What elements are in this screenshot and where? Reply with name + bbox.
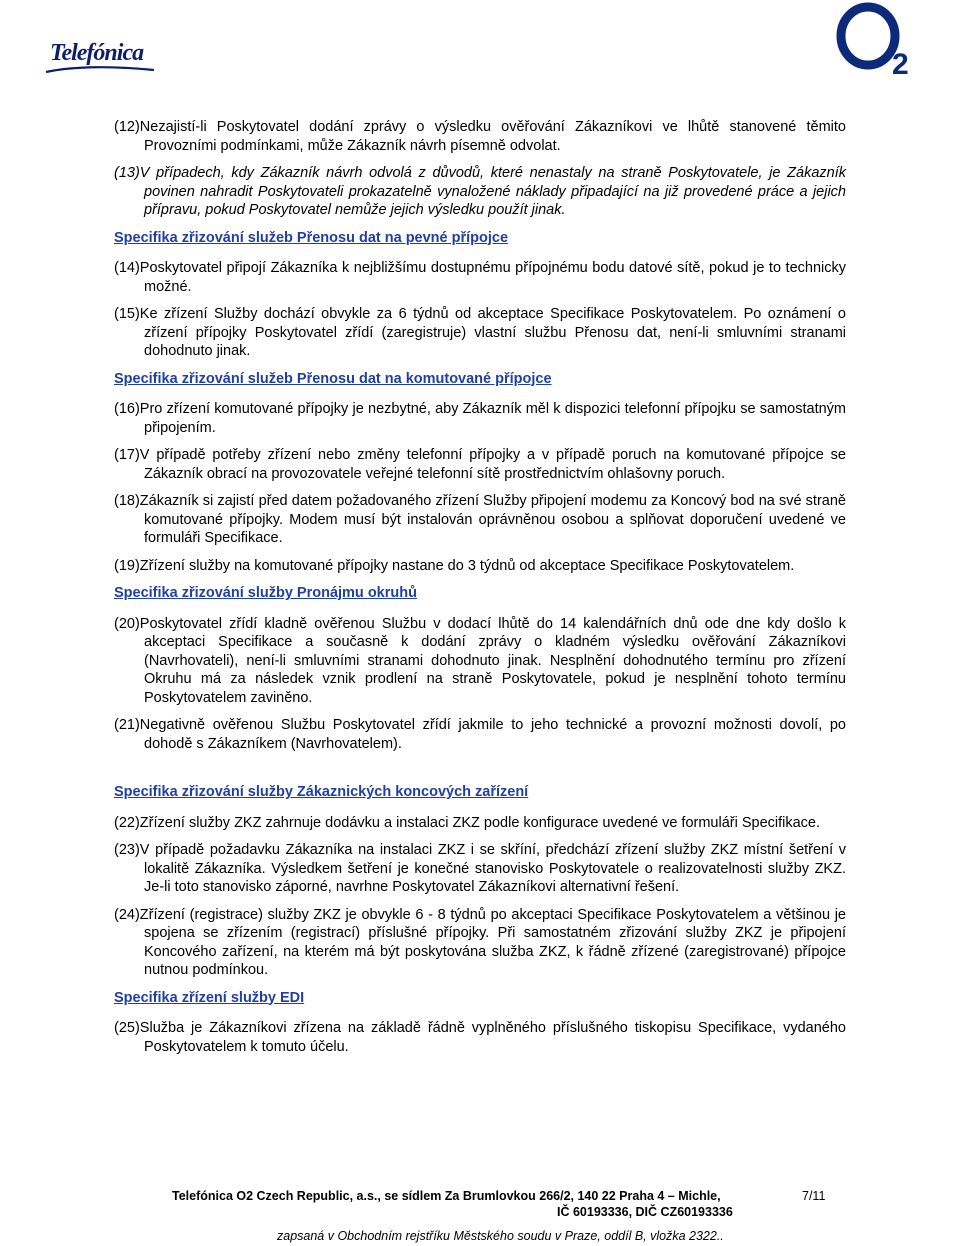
clause-text: Negativně ověřenou Službu Poskytovatel zřídí jakmile to jeho technické a provozní možnosti dovolí, po dohodě s Zákazníkem (Navrhovatelem). (139, 717, 846, 752)
clause-number: (15) (114, 306, 140, 322)
clause-17 (114, 446, 846, 483)
clause-text: Poskytovatel zřídí kladně ověřenou Službu v dodací lhůtě do 14 kalendářních dnů ode dne kdy došlo k akceptaci Specifikace a současně k dodání zprávy o kladném výsledku ověřování Zákazníkovi (Navrhovateli), není-li smluvními stranami dohodnuto jinak. Nesplnění dohodnutého termínu pro zřízení Okruhu má za následek vznik prodlení na straně Poskytovatele, pokud je nesplnění tohoto termínu Poskytovatelem zaviněno. (139, 615, 846, 706)
clause-22 (114, 814, 846, 833)
clause-number: (16) (114, 401, 140, 417)
clause-number: (20) (114, 615, 140, 632)
document-body (114, 118, 846, 1056)
clause-text: V případech, kdy Zákazník návrh odvolá z důvodů, které nenastaly na straně Poskytovatele, je Zákazník povinen nahradit Poskytovateli prokazatelně vynaložené náklady připadající na již provedené práce a jejich přípravu, pokud Poskytovatel nemůže jejich výsledku použít jinak. (139, 165, 846, 218)
clause-number: (14) (114, 260, 140, 276)
clause-number: (23) (114, 842, 140, 858)
clause-text: Poskytovatel připojí Zákazníka k nejbližšímu dostupnému přípojnému bodu datové sítě, pokud je to technicky možné. (139, 260, 846, 295)
clause-19 (114, 557, 846, 576)
section-heading-customer-equipment: Specifika zřizování služby Zákaznických koncových zařízení (114, 784, 529, 800)
clause-number: (18) (114, 493, 140, 509)
footer-company-ids: IČ 60193336, DIČ CZ60193336 (557, 1205, 733, 1219)
clause-text: Služba je Zákazníkovi zřízena na základě řádně vyplněného příslušného tiskopisu Specifikace, vydaného Poskytovatelem k tomuto účelu. (139, 1020, 846, 1055)
page-header (0, 0, 960, 100)
section-heading-fixed-line: Specifika zřizování služeb Přenosu dat na pevné přípojce (114, 229, 509, 246)
clause-text: Zřízení služby na komutované přípojky nastane do 3 týdnů od akceptace Specifikace Poskytovatelem. (139, 557, 795, 574)
footer-company-address: Telefónica O2 Czech Republic, a.s., se sídlem Za Brumlovkou 266/2, 140 22 Praha 4 – Michle, (172, 1189, 721, 1203)
clause-21 (114, 716, 846, 753)
clause-18 (114, 492, 846, 548)
svg-text:2: 2 (892, 48, 909, 80)
clause-text: Zřízení služby ZKZ zahrnuje dodávku a instalaci ZKZ podle konfigurace uvedené ve formuláři Specifikace. (139, 814, 821, 831)
clause-16 (114, 400, 846, 437)
clause-15 (114, 305, 846, 361)
clause-number: (21) (114, 717, 140, 733)
clause-25 (114, 1019, 846, 1056)
clause-23 (114, 841, 846, 897)
clause-text: V případě potřeby zřízení nebo změny telefonní přípojky a v případě poruch na komutované přípojce se Zákazník obrací na provozovatele veřejné telefonní sítě prostřednictvím ohlašovny poruch. (139, 447, 846, 482)
section-heading-edi: Specifika zřízení služby EDI (114, 989, 305, 1006)
clause-number: (22) (114, 814, 140, 831)
section-heading-dialup: Specifika zřizování služeb Přenosu dat na komutované přípojce (114, 370, 552, 387)
clause-13 (114, 164, 846, 220)
clause-text: Nezajistí-li Poskytovatel dodání zprávy o výsledku ověřování Zákazníkovi ve lhůtě stanovené těmito Provozními podmínkami, může Zákazník návrh písemně odvolat. (139, 119, 846, 154)
page-number: 7/11 (802, 1189, 826, 1203)
telefonica-swoosh-icon (44, 63, 158, 77)
telefonica-logo (44, 38, 158, 80)
clause-20 (114, 615, 846, 708)
clause-number: (17) (114, 447, 140, 463)
o2-logo (834, 2, 918, 80)
clause-14 (114, 259, 846, 296)
clause-number: (25) (114, 1020, 140, 1036)
clause-number: (24) (114, 906, 140, 923)
clause-text: Pro zřízení komutované přípojky je nezbytné, aby Zákazník měl k dispozici telefonní přípojku se samostatným připojením. (139, 401, 846, 436)
telefonica-logo-text: Telefónica (50, 40, 144, 66)
clause-24 (114, 906, 846, 980)
clause-number: (13) (114, 165, 140, 181)
clause-text: Zákazník si zajistí před datem požadovaného zřízení Služby připojení modemu za Koncový bod na své straně komutované přípojky. Modem musí být instalován oprávněnou osobou a splňovat doporučení uvedené ve formuláři Specifikace. (139, 493, 846, 546)
clause-12 (114, 118, 846, 155)
clause-text: Ke zřízení Služby dochází obvykle za 6 týdnů od akceptace Specifikace Poskytovatelem. Po oznámení o zřízení přípojky Poskytovatel zřídí (zaregistruje) vlastní službu Přenosu dat, není-li smluvními stranami dohodnuto jinak. (139, 306, 846, 359)
o2-logo-icon (834, 2, 918, 80)
clause-number: (12) (114, 119, 140, 135)
page-footer (0, 1186, 960, 1246)
section-heading-circuit-lease: Specifika zřizování služby Pronájmu okruhů (114, 585, 417, 601)
footer-registration: zapsaná v Obchodním rejstříku Městského soudu v Praze, oddíl B, vložka 2322.. (277, 1229, 724, 1243)
clause-text: Zřízení (registrace) služby ZKZ je obvykle 6 - 8 týdnů po akceptaci Specifikace Poskytovatelem a většinou je spojena se zřízením (registrací) příslušné přípojky. Při samostatném zřizování služby ZKZ je připojení Koncového zařízení, na kterém má být poskytována služba ZKZ, k řádně zřízené (zaregistrované) přípojce nutnou podmínkou. (139, 906, 846, 978)
clause-number: (19) (114, 557, 140, 574)
clause-text: V případě požadavku Zákazníka na instalaci ZKZ i se skříní, předchází zřízení služby ZKZ místní šetření v lokalitě Zákazníka. Výsledkem šetření je konečné stanovisko Poskytovatele o realizovatelnosti služby ZKZ. Je-li toto stanovisko záporné, navrhne Poskytovatel Zákazníkovi alternativní řešení. (139, 842, 846, 895)
